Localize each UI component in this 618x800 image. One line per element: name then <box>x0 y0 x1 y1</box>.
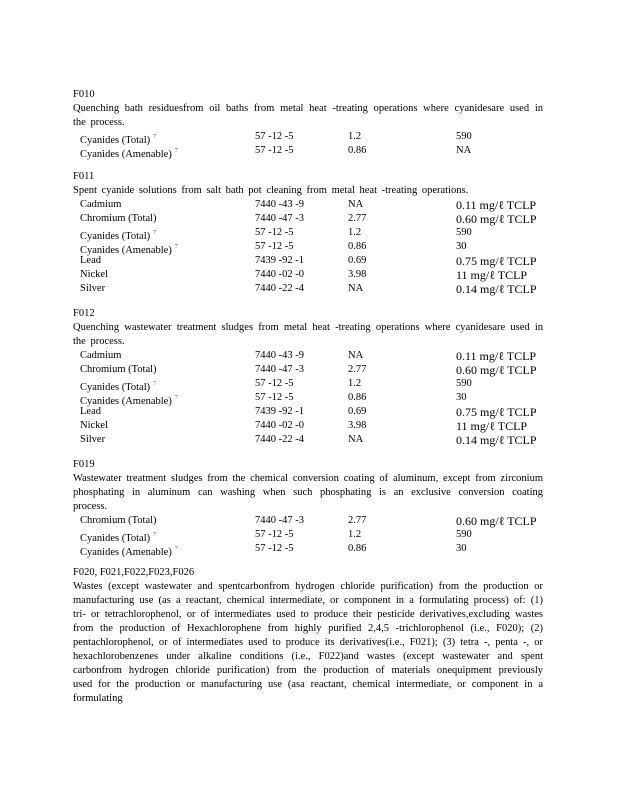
wastewater-standard: 1.2 <box>348 227 362 238</box>
waste-code: F019 <box>73 459 95 470</box>
waste-section-4 <box>73 458 543 556</box>
nonwastewater-standard: 0.75 mg/ℓ TCLP <box>456 254 537 268</box>
constituent-name-text: Nickel <box>80 420 108 431</box>
constituent-name-text: Silver <box>80 434 106 445</box>
constituent-row <box>73 349 543 363</box>
nonwastewater-standard: 0.11 mg/ℓ TCLP <box>456 198 537 212</box>
constituent-row <box>73 419 543 433</box>
cas-number: 7440 -47 -3 <box>255 515 304 526</box>
waste-code: F012 <box>73 308 95 319</box>
constituent-row <box>73 268 543 282</box>
constituent-name <box>80 405 101 419</box>
wastewater-standard: NA <box>348 434 364 445</box>
constituent-row <box>73 542 543 556</box>
constituent-name <box>80 268 108 282</box>
constituent-name <box>80 419 108 433</box>
footnote-marker: 7 <box>174 395 178 401</box>
nonwastewater-standard: 11 mg/ℓ TCLP <box>456 419 528 433</box>
constituent-row <box>73 144 543 158</box>
footnote-marker: 7 <box>153 230 157 236</box>
waste-section-2 <box>73 170 543 296</box>
nonwastewater-standard: 590 <box>456 227 472 238</box>
constituent-name <box>80 282 105 296</box>
nonwastewater-standard: 11 mg/ℓ TCLP <box>456 268 528 282</box>
cas-number: 7439 -92 -1 <box>255 255 304 266</box>
nonwastewater-standard: 30 <box>456 241 467 252</box>
wastewater-standard: 2.77 <box>348 213 367 224</box>
cas-number: 57 -12 -5 <box>255 543 294 554</box>
wastewater-standard: 1.2 <box>348 378 362 389</box>
cas-number: 57 -12 -5 <box>255 227 294 238</box>
cas-number: 7440 -47 -3 <box>255 213 304 224</box>
constituent-name-text: Chromium (Total) <box>80 515 157 526</box>
waste-section-5 <box>73 566 543 706</box>
constituent-row <box>73 363 543 377</box>
constituent-name-text: Cadmium <box>80 350 122 361</box>
nonwastewater-standard: 30 <box>456 543 467 554</box>
constituent-name-text: Cyanides (Total) <box>80 533 151 544</box>
nonwastewater-standard: 0.60 mg/ℓ TCLP <box>456 514 537 528</box>
nonwastewater-standard: 30 <box>456 392 467 403</box>
constituent-row <box>73 198 543 212</box>
cas-number: 7440 -02 -0 <box>255 420 304 431</box>
footnote-marker: 7 <box>153 134 157 140</box>
waste-section-3 <box>73 307 543 447</box>
cas-number: 7440 -43 -9 <box>255 350 304 361</box>
constituent-name-text: Lead <box>80 255 101 266</box>
constituent-name-text: Cyanides (Total) <box>80 231 151 242</box>
wastewater-standard: NA <box>348 283 364 294</box>
constituent-row <box>73 226 543 240</box>
constituent-name <box>80 514 157 528</box>
cas-number: 57 -12 -5 <box>255 529 294 540</box>
constituent-row <box>73 130 543 144</box>
wastewater-standard: 2.77 <box>348 364 367 375</box>
wastewater-standard: NA <box>348 350 364 361</box>
cas-number: 57 -12 -5 <box>255 241 294 252</box>
waste-description: Wastewater treatment sludges from the chemical conversion coating of aluminum, except from zirconium phosphating in aluminum can washing when such phosphating is an exclusive conversion coating process. <box>73 473 543 512</box>
cas-number: 7440 -43 -9 <box>255 199 304 210</box>
cas-number: 7439 -92 -1 <box>255 406 304 417</box>
constituent-row <box>73 377 543 391</box>
waste-section-1 <box>73 88 543 158</box>
nonwastewater-standard: NA <box>456 145 472 156</box>
cas-number: 57 -12 -5 <box>255 378 294 389</box>
cas-number: 7440 -22 -4 <box>255 434 304 445</box>
footnote-marker: 7 <box>153 532 157 538</box>
wastewater-standard: 0.69 <box>348 255 367 266</box>
wastewater-standard: 2.77 <box>348 515 367 526</box>
constituent-name <box>80 349 121 363</box>
waste-description: Quenching bath residuesfrom oil baths from metal heat -treating operations where cyanidesare used in the process. <box>73 103 543 128</box>
constituent-name <box>80 433 105 447</box>
wastewater-standard: 3.98 <box>348 269 367 280</box>
constituent-row <box>73 433 543 447</box>
constituent-name-text: Cyanides (Amenable) <box>80 245 172 256</box>
footnote-marker: 7 <box>174 244 178 250</box>
wastewater-standard: NA <box>348 199 364 210</box>
constituent-row <box>73 240 543 254</box>
waste-description: Wastes (except wastewater and spentcarbonfrom hydrogen chloride purification) from the production or manufacturing use (as a reactant, chemical intermediate, or component in a formulating process) of: (1) tri- or tetrachlorophenol, or of intermediates used to produce their pesticide derivatives,excluding wastes from the production of Hexachlorophene from highly purified 2,4,5 -trichlorophenol (i.e., F020); (2) pentachlorophenol, or of intermediates used to produce its derivatives(i.e., F021); (3) tetra -, penta -, or hexachlorobenzenes under alkaline conditions (i.e., F022)and wastes (except wastewater and spent carbonfrom hydrogen chloride purification) from the production of materials onequipment previously used for the production or manufacturing use (asa reactant, chemical intermediate, or component in a formulating <box>73 581 543 704</box>
nonwastewater-standard: 0.60 mg/ℓ TCLP <box>456 212 537 226</box>
constituent-name-text: Lead <box>80 406 101 417</box>
waste-description: Spent cyanide solutions from salt bath pot cleaning from metal heat -treating operations. <box>73 185 469 196</box>
waste-code: F010 <box>73 89 95 100</box>
waste-code: F011 <box>73 171 95 182</box>
constituent-name <box>80 198 121 212</box>
cas-number: 7440 -47 -3 <box>255 364 304 375</box>
nonwastewater-standard: 0.60 mg/ℓ TCLP <box>456 363 537 377</box>
constituent-name-text: Cyanides (Total) <box>80 382 151 393</box>
constituent-name <box>80 144 178 162</box>
constituent-name-text: Silver <box>80 283 106 294</box>
cas-number: 7440 -02 -0 <box>255 269 304 280</box>
wastewater-standard: 0.86 <box>348 543 367 554</box>
cas-number: 57 -12 -5 <box>255 131 294 142</box>
constituent-name-text: Nickel <box>80 269 108 280</box>
constituent-name <box>80 212 157 226</box>
constituent-row <box>73 254 543 268</box>
waste-description: Quenching wastewater treatment sludges from metal heat -treating operations where cyanidesare used in the process. <box>73 322 543 347</box>
wastewater-standard: 0.86 <box>348 145 367 156</box>
nonwastewater-standard: 590 <box>456 529 472 540</box>
constituent-name-text: Cadmium <box>80 199 122 210</box>
nonwastewater-standard: 590 <box>456 378 472 389</box>
footnote-marker: 7 <box>153 381 157 387</box>
wastewater-standard: 0.69 <box>348 406 367 417</box>
constituent-row <box>73 514 543 528</box>
footnote-marker: 7 <box>174 546 178 552</box>
cas-number: 7440 -22 -4 <box>255 283 304 294</box>
wastewater-standard: 1.2 <box>348 529 362 540</box>
constituent-name <box>80 254 101 268</box>
constituent-name-text: Cyanides (Total) <box>80 135 151 146</box>
wastewater-standard: 0.86 <box>348 392 367 403</box>
constituent-row <box>73 405 543 419</box>
waste-code: F020, F021,F022,F023,F026 <box>73 567 195 578</box>
constituent-name-text: Chromium (Total) <box>80 213 157 224</box>
constituent-name-text: Cyanides (Amenable) <box>80 149 172 160</box>
wastewater-standard: 0.86 <box>348 241 367 252</box>
nonwastewater-standard: 0.75 mg/ℓ TCLP <box>456 405 537 419</box>
nonwastewater-standard: 0.14 mg/ℓ TCLP <box>456 433 537 447</box>
constituent-row <box>73 528 543 542</box>
nonwastewater-standard: 0.14 mg/ℓ TCLP <box>456 282 537 296</box>
wastewater-standard: 1.2 <box>348 131 362 142</box>
nonwastewater-standard: 0.11 mg/ℓ TCLP <box>456 349 537 363</box>
footnote-marker: 7 <box>174 148 178 154</box>
constituent-row <box>73 391 543 405</box>
constituent-row <box>73 212 543 226</box>
cas-number: 57 -12 -5 <box>255 145 294 156</box>
constituent-name-text: Cyanides (Amenable) <box>80 396 172 407</box>
cas-number: 57 -12 -5 <box>255 392 294 403</box>
wastewater-standard: 3.98 <box>348 420 367 431</box>
constituent-name <box>80 542 178 560</box>
constituent-name-text: Chromium (Total) <box>80 364 157 375</box>
nonwastewater-standard: 590 <box>456 131 472 142</box>
constituent-name <box>80 363 157 377</box>
constituent-name-text: Cyanides (Amenable) <box>80 547 172 558</box>
constituent-row <box>73 282 543 296</box>
